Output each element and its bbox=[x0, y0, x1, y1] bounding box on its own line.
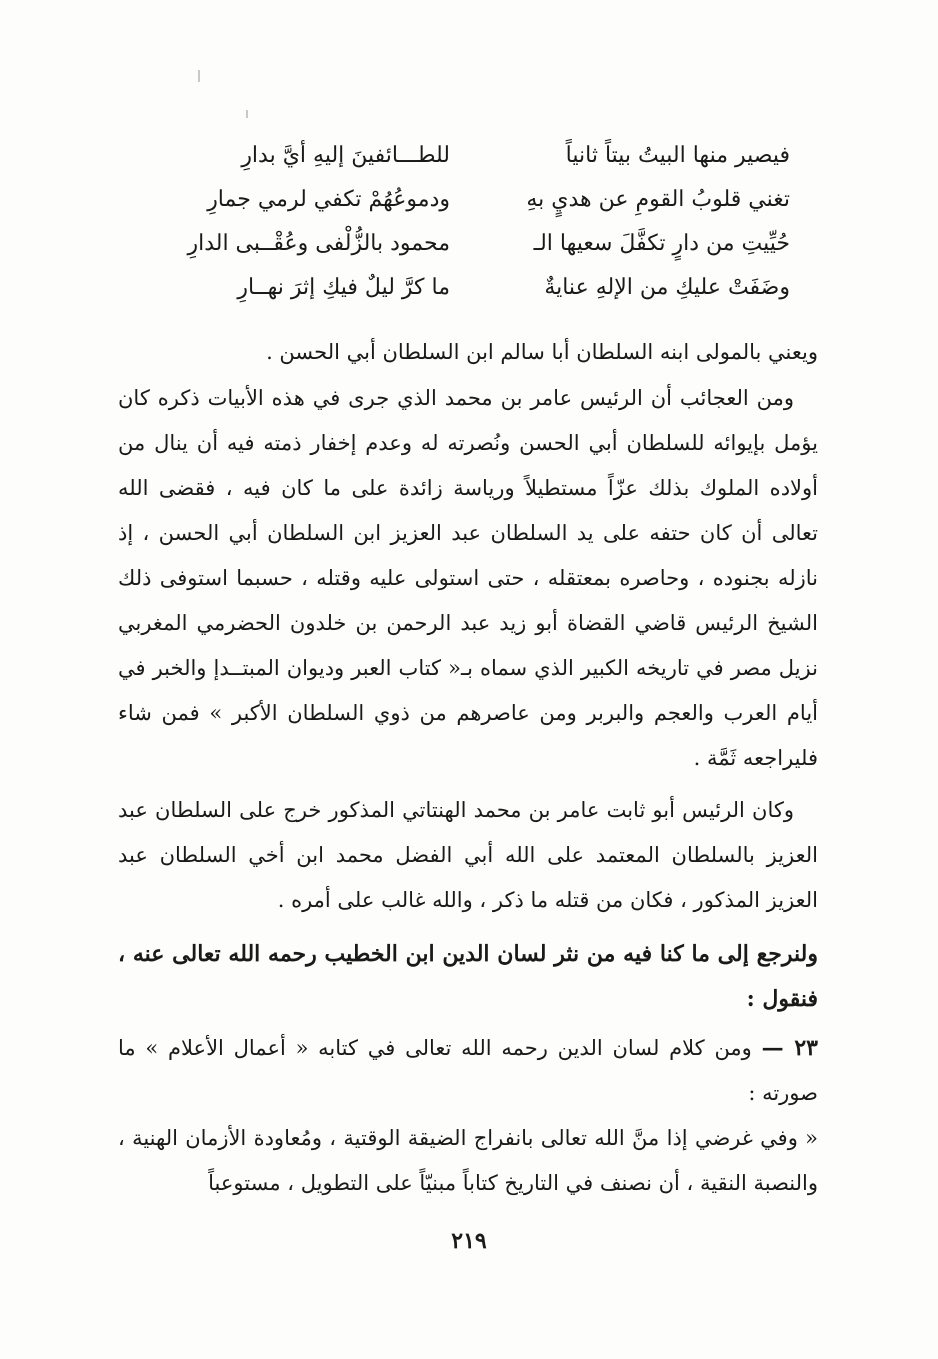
scan-speck bbox=[198, 70, 200, 82]
poem-verse bbox=[150, 136, 790, 180]
scan-speck bbox=[246, 110, 248, 118]
verse-second-hemistich: ما كرَّ ليلٌ فيكِ إثرَ نهــارِ bbox=[237, 275, 450, 300]
page-number: ٢١٩ bbox=[451, 1228, 487, 1254]
poem bbox=[150, 136, 790, 312]
paragraph-numbered-text: ومن كلام لسان الدين رحمه الله تعالى في كتابه « أعمال الأعلام » ما صورته : bbox=[118, 1036, 818, 1105]
paragraph-quote: « وفي غرضي إذا منَّ الله تعالى بانفراج الضيقة الوقتية ، ومُعاودة الأزمان الهنية ، والنصبة النقية ، أن نصنف في التاريخ كتاباً مبنيّاً على التطويل ، مستوعباً bbox=[118, 1126, 818, 1195]
paragraph-abu-thabit: وكان الرئيس أبو ثابت عامر بن محمد الهنتاتي المذكور خرج على السلطان عبد العزيز بالسلطان المعتمد على الله أبي الفضل محمد ابن أخي السلطان عبد العزيز المذكور ، فكان من قتله ما ذكر ، والله غالب على أمره . bbox=[118, 798, 818, 912]
verse-first-hemistich: وضَفَتْ عليكِ من الإلهِ عنايةٌ bbox=[544, 275, 790, 300]
poem-verse bbox=[150, 268, 790, 312]
paragraph-numbered bbox=[118, 1026, 818, 1116]
verse-first-hemistich: تغني قلوبُ القومِ عن هديٍ بهِ bbox=[526, 187, 790, 212]
verse-second-hemistich: ودموعُهُمْ تكفي لرمي جمارِ bbox=[207, 187, 450, 212]
verse-second-hemistich: محمود بالزُّلْفى وعُقْــبى الدارِ bbox=[187, 231, 450, 256]
verse-first-hemistich: فيصير منها البيتُ بيتاً ثانياً bbox=[565, 143, 790, 168]
section-heading: ولنرجع إلى ما كنا فيه من نثر لسان الدين ابن الخطيب رحمه الله تعالى عنه ، فنقول : bbox=[118, 941, 818, 1012]
paragraph-ibn-khaldun: ومن العجائب أن الرئيس عامر بن محمد الذي جرى في هذه الأبيات ذكره كان يؤمل بإيوائه للسلطان أبي الحسن ونُصرته له وعدم إخفار ذمته فيه أن ينال من أولاده الملوك بذلك عزّاً مستطيلاً ورياسة زائدة على ما كان فيه ، فقضى الله تعالى أن كان حتفه على يد السلطان عبد العزيز ابن السلطان أبي الحسن ، إذ نازله بجنوده ، وحاصره بمعتقله ، حتى استولى عليه وقتله ، حسبما استوفى ذلك الشيخ الرئيس قاضي القضاة أبو زيد عبد الرحمن بن خلدون الحضرمي المغربي نزيل مصر في تاريخه الكبير الذي سماه بـ« كتاب العبر وديوان المبتــدإ والخبر في أيام العرب والعجم والبربر ومن عاصرهم من ذوي السلطان الأكبر » فمن شاء فليراجعه ثَمَّة . bbox=[118, 386, 818, 770]
verse-second-hemistich: للطـــائفينَ إليهِ أيَّ بدارِ bbox=[241, 143, 450, 168]
verse-first-hemistich: حُيِّيتِ من دارٍ تكفَّلَ سعيها الـ bbox=[533, 231, 790, 256]
poem-verse bbox=[150, 180, 790, 224]
poem-verse bbox=[150, 224, 790, 268]
paragraph-number: ٢٣ — bbox=[761, 1035, 818, 1061]
paragraph-note: ويعني بالمولى ابنه السلطان أبا سالم ابن السلطان أبي الحسن . bbox=[266, 340, 818, 364]
